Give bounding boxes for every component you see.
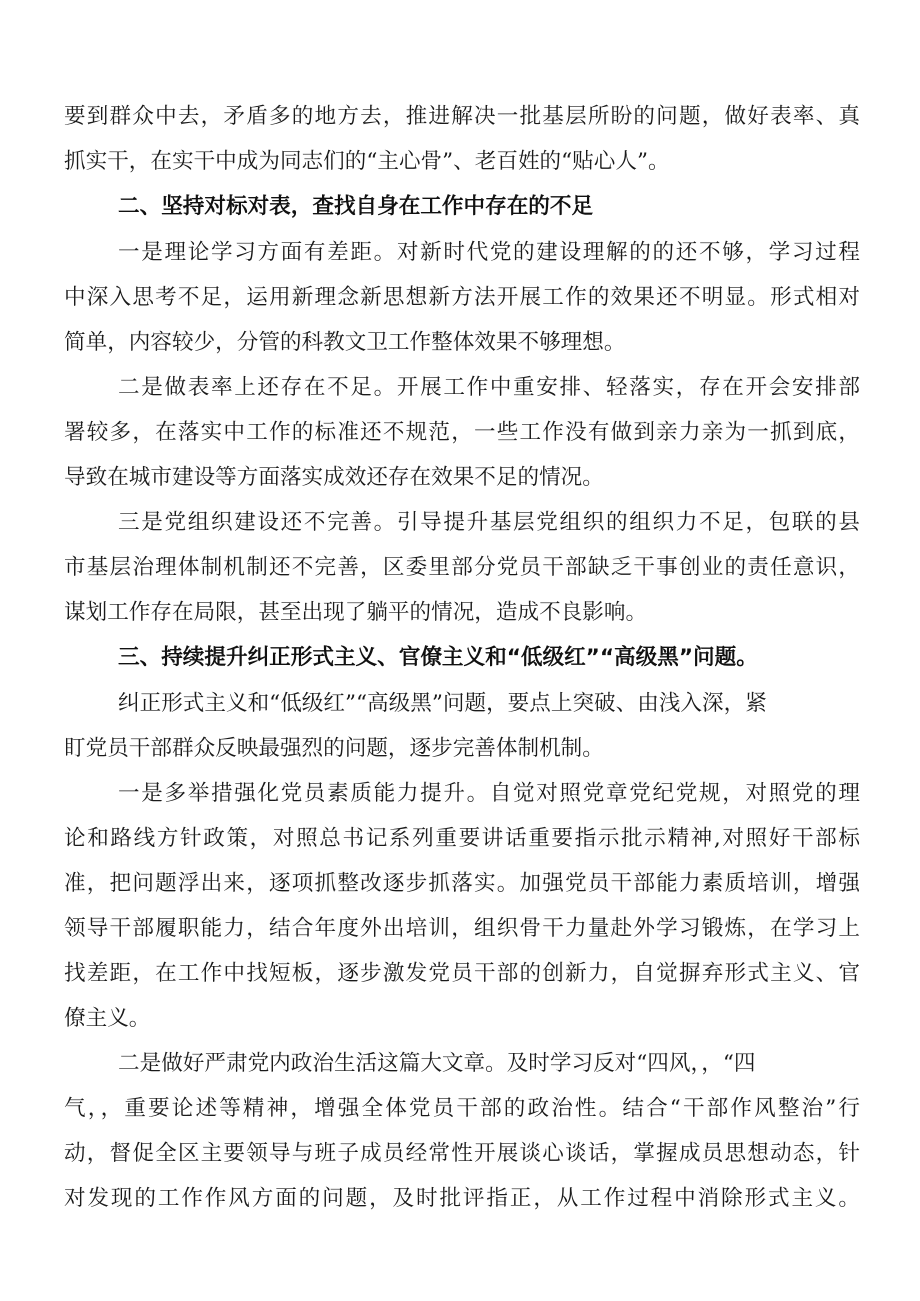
paragraph-first-line: 一是理论学习方面有差距。对新时代党的建设理解的的还不够，学习过程 — [118, 240, 862, 265]
paragraph-line: 准，把问题浮出来，逐项抓整改逐步抓落实。加强党员干部能力素质培训，增强 — [64, 871, 862, 896]
paragraph-line: 对发现的工作作风方面的问题，及时批评指正，从工作过程中消除形式主义。 — [64, 1186, 862, 1211]
paragraph-first-line: 二是做好严肃党内政治生活这篇大文章。及时学习反对“四风，，“四 — [118, 1051, 756, 1076]
paragraph-first-line: 一是多举措强化党员素质能力提升。自觉对照党章党纪党规，对照党的理 — [118, 781, 862, 806]
paragraph-line: 气，，重要论述等精神，增强全体党员干部的政治性。结合“干部作风整治”行 — [64, 1096, 863, 1121]
paragraph-line: 中深入思考不足，运用新理念新思想新方法开展工作的效果还不明显。形式相对 — [64, 285, 862, 310]
paragraph-line: 简单，内容较少，分管的科教文卫工作整体效果不够理想。 — [64, 330, 626, 355]
paragraph-line: 盯党员干部群众反映最强烈的问题，逐步完善体制机制。 — [64, 736, 604, 761]
paragraph-first-line: 纠正形式主义和“低级红”“高级黑”问题，要点上突破、由浅入深，紧 — [118, 691, 767, 716]
paragraph-first-line: 三是党组织建设还不完善。引导提升基层党组织的组织力不足，包联的县 — [118, 510, 862, 535]
section-heading: 二、坚持对标对表，查找自身在工作中存在的不足 — [118, 194, 594, 219]
paragraph-line: 僚主义。 — [64, 1006, 151, 1031]
paragraph-line: 导致在城市建设等方面落实成效还存在效果不足的情况。 — [64, 465, 604, 490]
paragraph-line: 市基层治理体制机制还不完善，区委里部分党员干部缺乏干事创业的责任意识， — [64, 555, 862, 580]
paragraph-line: 找差距，在工作中找短板，逐步激发党员干部的创新力，自觉摒弃形式主义、官 — [64, 961, 862, 986]
paragraph-line: 论和路线方针政策，对照总书记系列重要讲话重要指示批示精神,对照好干部标 — [64, 826, 862, 851]
paragraph-line: 抓实干，在实干中成为同志们的“主心骨”、老百姓的“贴心人”。 — [64, 149, 670, 174]
paragraph-first-line: 二是做表率上还存在不足。开展工作中重安排、轻落实，存在开会安排部 — [118, 375, 862, 400]
section-heading: 三、持续提升纠正形式主义、官僚主义和“低级红”“高级黑”问题。 — [118, 645, 758, 670]
paragraph-line: 动，督促全区主要领导与班子成员经常性开展谈心谈话，掌握成员思想动态，针 — [64, 1141, 862, 1166]
paragraph-line: 谋划工作存在局限，甚至出现了躺平的情况，造成不良影响。 — [64, 600, 648, 625]
document-body — [64, 94, 863, 1221]
paragraph-line: 领导干部履职能力，结合年度外出培训，组织骨干力量赴外学习锻炼，在学习上 — [64, 916, 862, 941]
paragraph-line: 要到群众中去，矛盾多的地方去，推进解决一批基层所盼的问题，做好表率、真 — [64, 104, 862, 129]
paragraph-line: 署较多，在落实中工作的标准还不规范，一些工作没有做到亲力亲为一抓到底， — [64, 420, 862, 445]
